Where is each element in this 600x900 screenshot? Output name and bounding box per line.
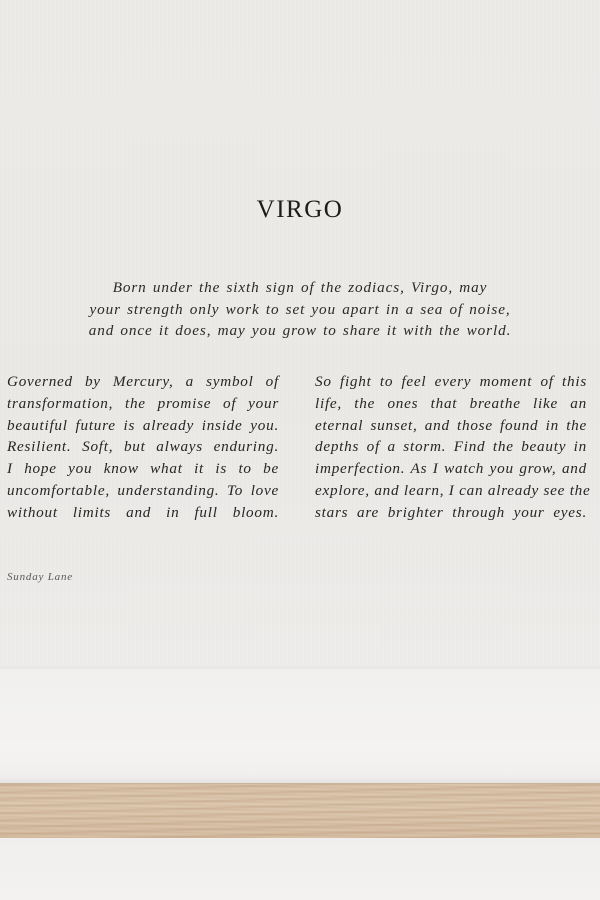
lower-mat: [0, 838, 600, 900]
paragraph-line: life, the ones that breathe like an: [315, 394, 587, 412]
paragraph-line: beautiful future is already inside you.: [7, 416, 279, 434]
paragraph-line: eternal sunset, and those found in the: [315, 416, 587, 434]
paragraph-line: uncomfortable, understanding. To love: [7, 481, 279, 499]
left-column-paragraph: [7, 371, 279, 524]
paragraph-line: So fight to feel every moment of this: [315, 373, 587, 390]
mat-board: [0, 670, 600, 782]
paragraph-line: explore, and learn, I can already see the: [315, 481, 591, 499]
paragraph-line: Resilient. Soft, but always enduring.: [7, 438, 279, 456]
paragraph-line: Governed by Mercury, a symbol of: [7, 373, 279, 390]
intro-paragraph: [60, 277, 540, 342]
wood-frame: [0, 783, 600, 839]
intro-line: and once it does, may you grow to share it with the world.: [88, 322, 512, 339]
mat-shadow: [0, 776, 600, 783]
intro-line: your strength only work to set you apart in a sea of noise,: [89, 300, 511, 318]
paragraph-line: transformation, the promise of your: [7, 394, 279, 412]
intro-line: Born under the sixth sign of the zodiacs, Virgo, may: [112, 279, 488, 296]
print-title: VIRGO: [256, 196, 344, 223]
paragraph-line: without limits and in full bloom.: [7, 503, 279, 521]
paragraph-line: depths of a storm. Find the beauty in: [315, 438, 587, 456]
paragraph-line: imperfection. As I watch you grow, and: [315, 460, 587, 478]
brand-signature: Sunday Lane: [7, 571, 73, 583]
paragraph-line: stars are brighter through your eyes.: [315, 503, 587, 521]
right-column-paragraph: [315, 371, 591, 524]
paragraph-line: I hope you know what it is to be: [7, 460, 279, 478]
